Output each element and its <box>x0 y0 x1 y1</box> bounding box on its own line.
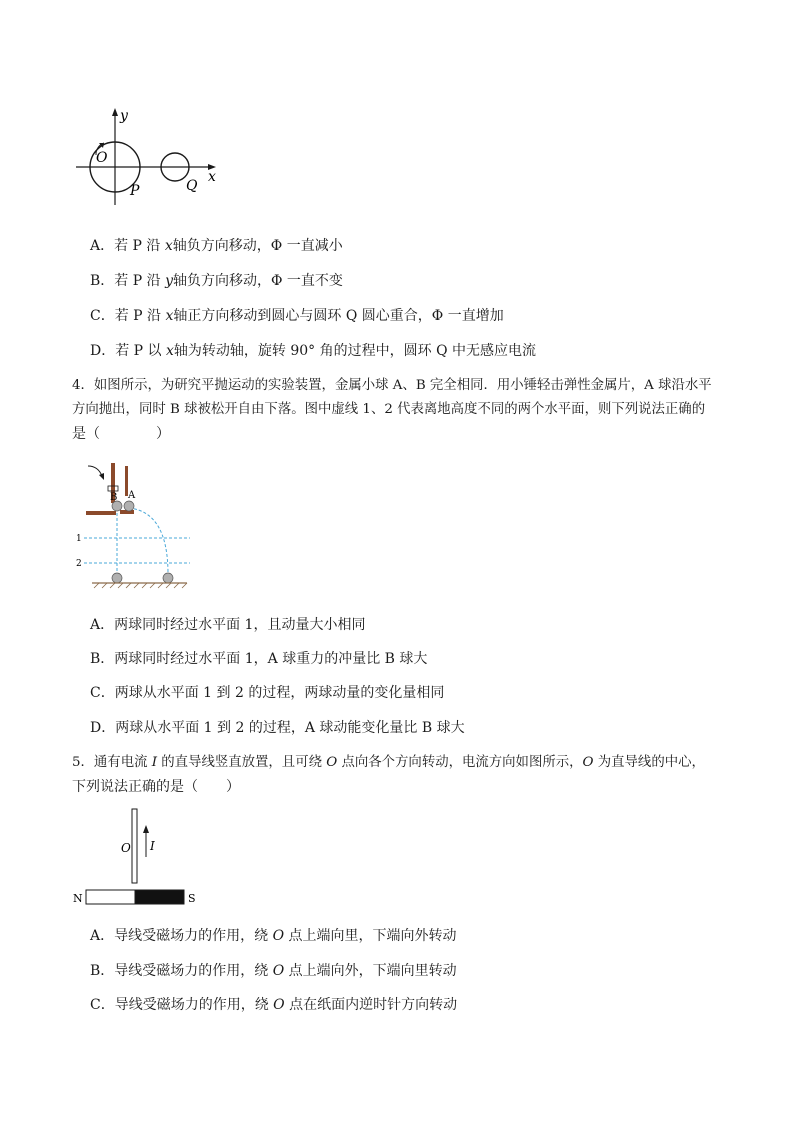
q4-option-a: A．两球同时经过水平面 1，且动量大小相同 <box>90 617 366 633</box>
magnet-s-label: S <box>188 892 196 905</box>
figure-coordinate-loops <box>70 105 230 215</box>
q3-option-c: C．若 P 沿 x轴正方向移动到圆心与圆环 Q 圆心重合，Φ 一直增加 <box>90 308 504 324</box>
q4-stem-line-3: 是（ ） <box>72 426 170 442</box>
ball-a-trajectory <box>129 508 168 574</box>
ball-a-landing <box>163 573 173 583</box>
ground-hatching <box>94 583 187 588</box>
current-arrow-icon <box>143 825 149 833</box>
q4-option-c: C．两球从水平面 1 到 2 的过程，两球动量的变化量相同 <box>90 685 445 701</box>
q3-option-a: A．若 P 沿 x轴负方向移动，Φ 一直减小 <box>90 238 343 254</box>
q5-option-a: A．导线受磁场力的作用，绕 O 点上端向里，下端向外转动 <box>90 928 457 944</box>
figure-wire-magnet <box>68 805 204 909</box>
support-plate-left <box>86 511 116 515</box>
strike-arrowhead-icon <box>99 473 104 480</box>
y-axis-label: y <box>120 108 128 124</box>
q5-option-c: C．导线受磁场力的作用，绕 O 点在纸面内逆时针方向转动 <box>90 997 458 1013</box>
strike-arrow-icon <box>88 466 102 476</box>
figure-projectile-apparatus <box>72 458 197 590</box>
q3-option-b: B．若 P 沿 y轴负方向移动，Φ 一直不变 <box>90 273 343 289</box>
y-axis-arrow <box>112 108 118 116</box>
magnet-n-half <box>86 890 135 904</box>
magnet-n-label: N <box>73 892 83 905</box>
wire-center-label: O <box>121 841 131 855</box>
straight-wire <box>132 809 137 883</box>
q5-option-b: B．导线受磁场力的作用，绕 O 点上端向外，下端向里转动 <box>90 963 457 979</box>
q3-option-d: D．若 P 以 x轴为转动轴，旋转 90° 角的过程中，圆环 Q 中无感应电流 <box>90 343 536 359</box>
level-2-label: 2 <box>76 559 82 569</box>
level-1-label: 1 <box>76 534 82 544</box>
ball-b-landing <box>112 573 122 583</box>
q4-stem-line-2: 方向抛出，同时 B 球被松开自由下落。图中虚线 1、2 代表离地高度不同的两个水平面，则下列说法正确的 <box>72 402 706 417</box>
magnet-s-half <box>135 890 184 904</box>
loop-p-label: P <box>130 183 140 199</box>
q5-stem-line-2: 下列说法正确的是（ ） <box>72 779 240 795</box>
loop-q-label: Q <box>186 178 198 194</box>
q4-stem-line-1: 4．如图所示，为研究平抛运动的实验装置，金属小球 A、B 完全相同．用小锤轻击弹性金属片，A 球沿水平 <box>72 378 712 393</box>
ball-a-start <box>124 501 134 511</box>
q5-stem-line-1: 5．通有电流 I 的直导线竖直放置，且可绕 O 点向各个方向转动，电流方向如图所示，O 为直导线的中心， <box>72 755 705 770</box>
current-label: I <box>150 839 155 853</box>
q4-option-d: D．两球从水平面 1 到 2 的过程，A 球动能变化量比 B 球大 <box>90 720 465 736</box>
origin-label: O <box>96 150 108 166</box>
ball-a-label: A <box>128 490 136 501</box>
ball-b-label: B <box>110 492 118 503</box>
x-axis-label: x <box>208 169 216 185</box>
q4-option-b: B．两球同时经过水平面 1，A 球重力的冲量比 B 球大 <box>90 651 428 667</box>
